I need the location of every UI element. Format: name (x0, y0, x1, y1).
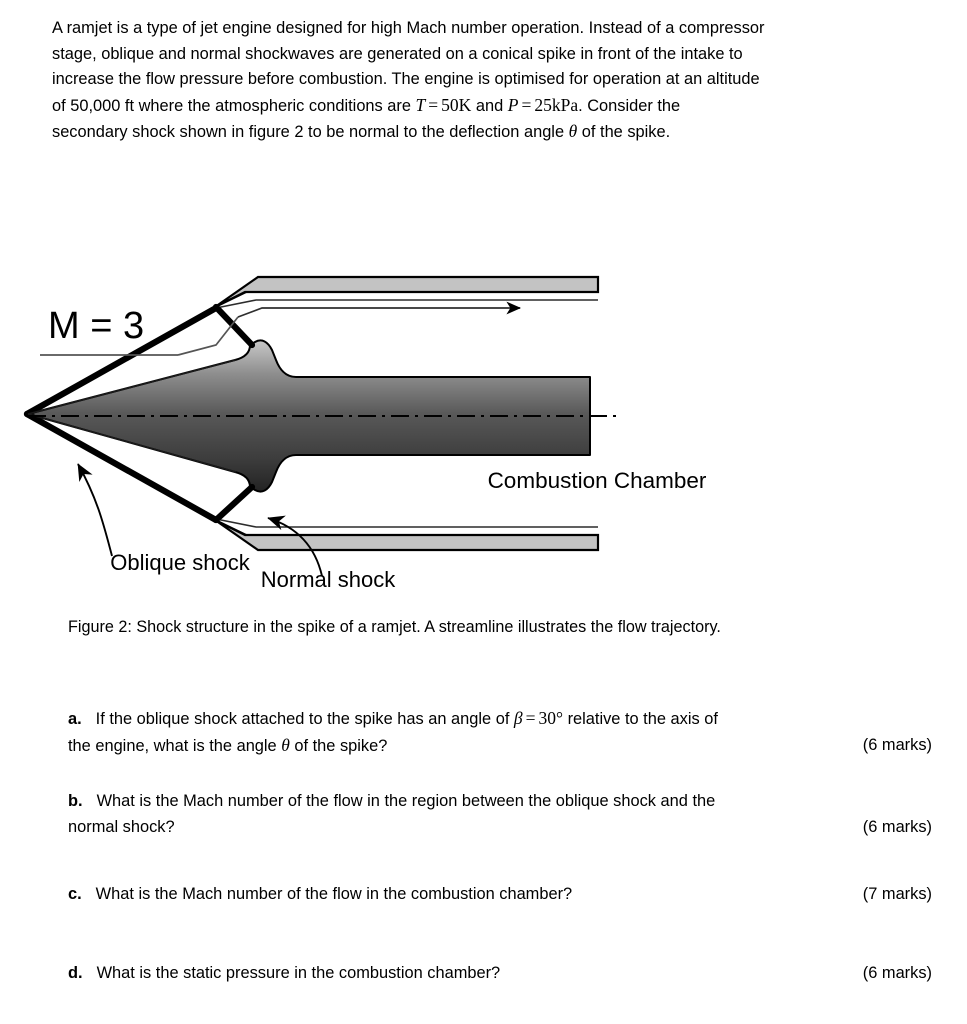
question-b (68, 789, 934, 840)
q-c-letter: c. (68, 885, 82, 903)
upper-cowl-inner-surface (216, 300, 598, 308)
q-a-l0-run-1: β (513, 708, 523, 728)
intro-l4-run-1: θ (568, 121, 578, 141)
q-a-l1-run-2: of the spike? (289, 736, 388, 755)
q-d-marks: (6 marks) (862, 964, 932, 982)
q-b-letter: b. (68, 792, 83, 810)
q-a-l1-run-1: θ (281, 734, 290, 755)
q-b-l0-run-0: What is the Mach number of the flow in the region between the oblique shock and the (96, 792, 716, 810)
intro-line-0 (52, 16, 918, 42)
q-b-indent (83, 789, 97, 815)
intro-l3-run-4: and (471, 96, 508, 115)
intro-l3-run-0: of 50,000 ft where the atmospheric conditions are (52, 96, 416, 115)
intro-l3-run-1: T (415, 94, 426, 115)
lower-cowl (215, 520, 598, 550)
q-d-l0-run-0: What is the static pressure in the combustion chamber? (96, 964, 501, 982)
q-b-line-0 (68, 789, 934, 815)
q-a-l0-run-3: 30° (538, 708, 564, 728)
intro-l3-run-5: P (507, 94, 519, 115)
intro-l0-run-0: A ramjet is a type of jet engine designed for high Mach number operation. Instead of a compressor (52, 19, 765, 37)
intro-l2-run-0: increase the flow pressure before combustion. The engine is optimised for operation at an altitude (52, 70, 760, 88)
oblique-shock-label: Oblique shock (110, 550, 250, 575)
intro-line-3 (52, 93, 918, 120)
q-a-line-1 (68, 733, 934, 760)
intro-l4-run-0: secondary shock shown in figure 2 to be normal to the deflection angle (52, 123, 569, 141)
intro-line-1 (52, 42, 918, 68)
intro-l1-run-0: stage, oblique and normal shockwaves are generated on a conical spike in front of the intake to (52, 44, 743, 63)
question-c (68, 882, 934, 908)
normal-shock-callout (261, 518, 396, 592)
q-a-letter: a. (68, 710, 82, 728)
q-d-line-0 (68, 961, 934, 987)
q-c-l0-run-0: What is the Mach number of the flow in the combustion chamber? (95, 885, 573, 903)
question-d (68, 961, 934, 987)
q-b-marks: (6 marks) (862, 817, 932, 836)
intro-l3-run-2: = (428, 94, 439, 115)
intro-l4-run-2: of the spike. (577, 123, 671, 141)
q-a-l0-run-4: relative to the axis of (563, 710, 718, 728)
q-a-l0-run-2: = (525, 708, 536, 728)
q-a-marks: (6 marks) (862, 735, 932, 754)
q-d-letter: d. (68, 964, 83, 982)
q-d-indent (83, 961, 97, 987)
upper-cowl (215, 277, 598, 307)
mach-label: M = 3 (48, 305, 145, 347)
q-b-l1-run-0: normal shock? (68, 817, 175, 836)
q-a-l0-run-0: If the oblique shock attached to the spike has an angle of (95, 710, 514, 728)
q-c-indent (82, 882, 96, 908)
q-a-indent (82, 707, 96, 733)
combustion-chamber-label: Combustion Chamber (487, 468, 707, 493)
figure-caption: Figure 2: Shock structure in the spike of a ramjet. A streamline illustrates the flow trajectory. (68, 618, 721, 636)
ramjet-figure (0, 250, 967, 600)
intro-l3-run-3: 50K (441, 94, 472, 115)
q-c-marks: (7 marks) (862, 885, 932, 903)
normal-shock-label: Normal shock (260, 567, 396, 592)
streamline-post-normal (238, 308, 520, 317)
q-c-line-0 (68, 882, 934, 908)
q-b-line-1 (68, 815, 934, 841)
intro-l3-run-7: 25kPa (534, 94, 579, 115)
q-a-line-0 (68, 706, 934, 733)
intro-l3-run-6: = (521, 94, 532, 115)
intro-paragraph (52, 16, 918, 146)
intro-l3-run-8: . Consider the (578, 96, 681, 115)
q-a-l1-run-0: the engine, what is the angle (68, 736, 282, 755)
intro-line-4 (52, 119, 918, 146)
oblique-shock-callout (78, 464, 251, 575)
question-a (68, 706, 934, 759)
intro-line-2 (52, 67, 918, 93)
ramjet-diagram-svg (0, 250, 967, 600)
